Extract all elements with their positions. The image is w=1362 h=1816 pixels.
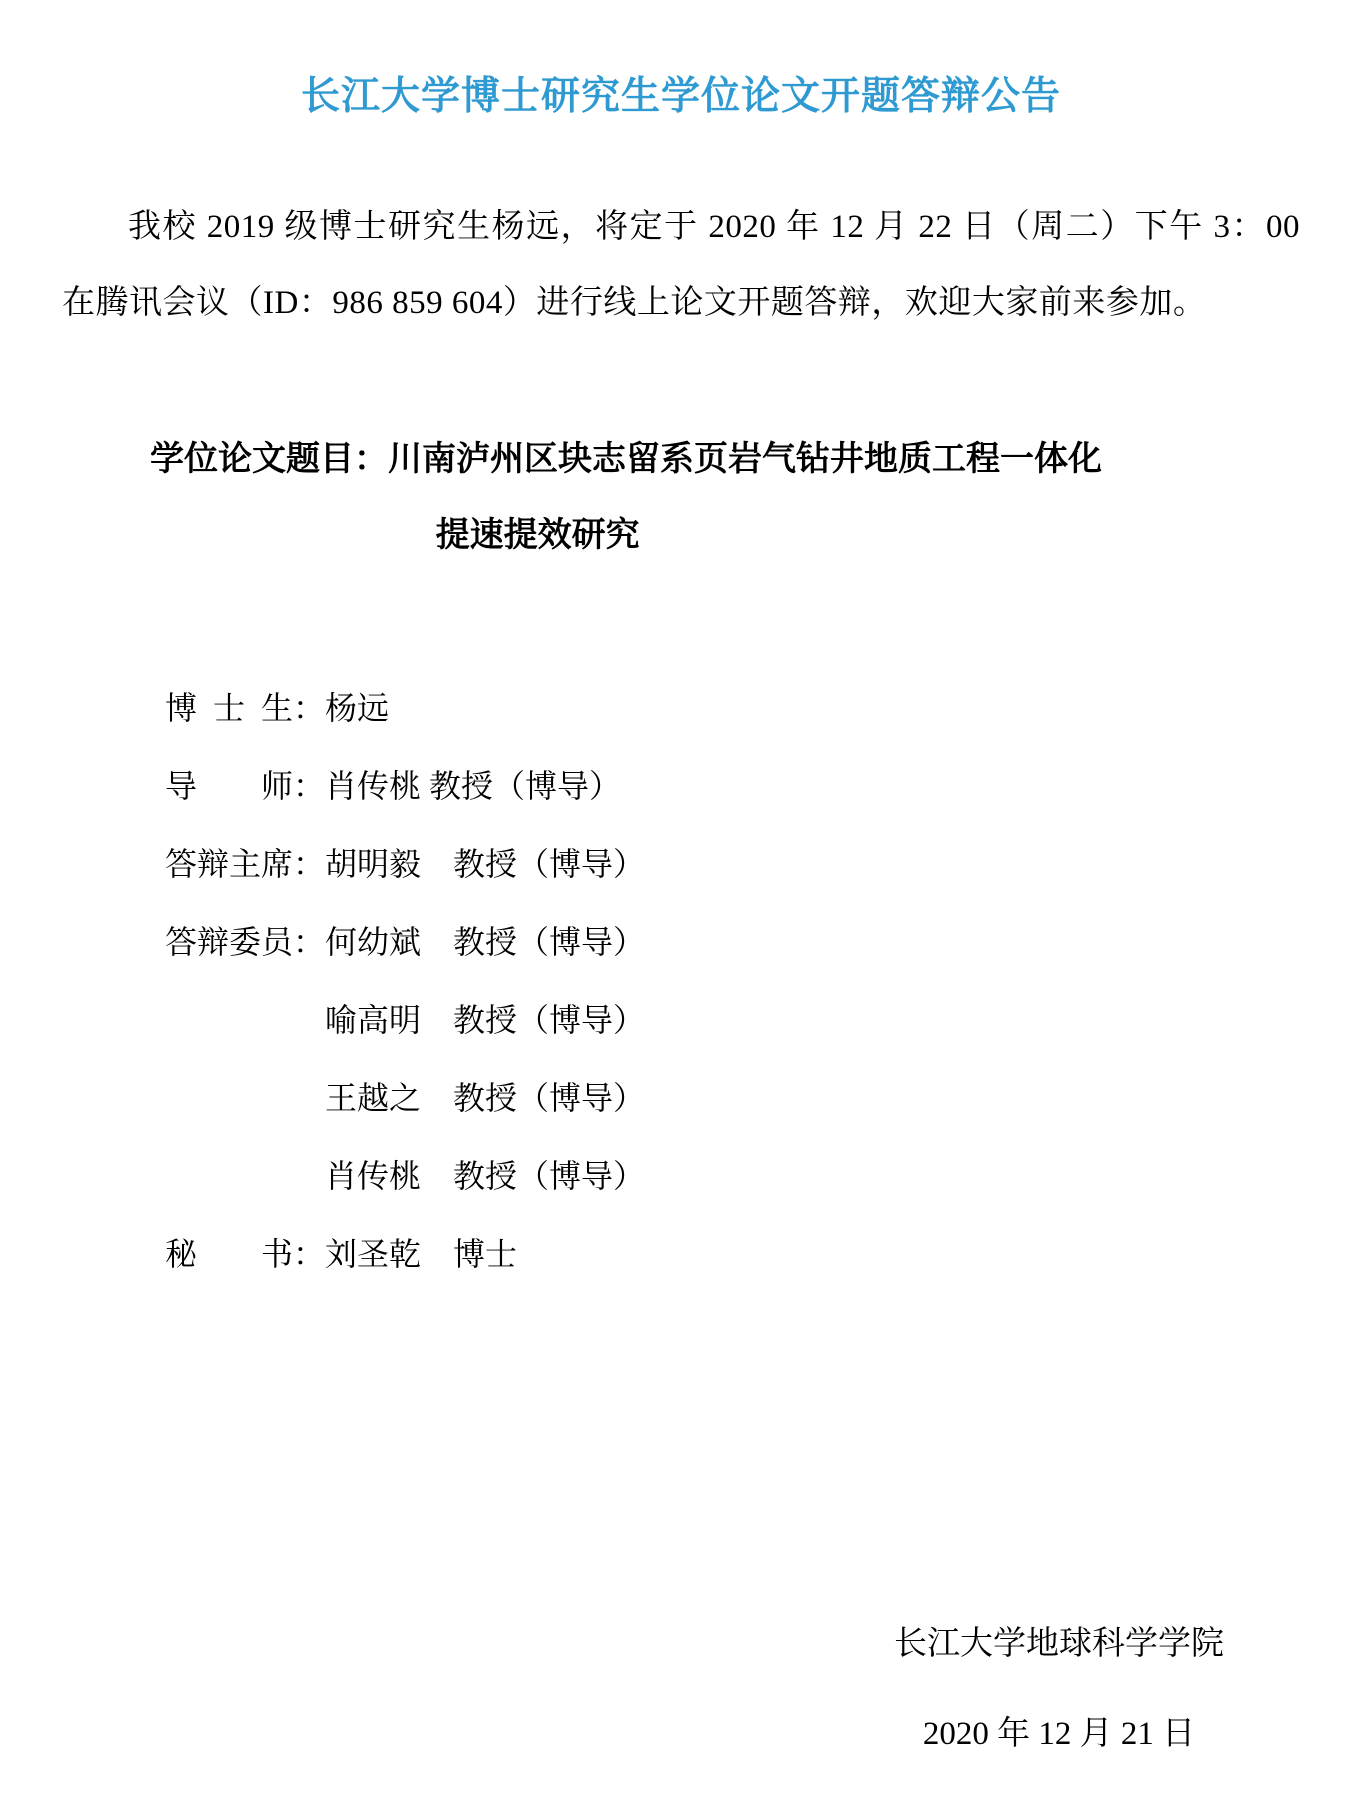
signature-date: 2020 年 12 月 21 日 bbox=[922, 1716, 1196, 1752]
thesis-title-line2: 提速提效研究 bbox=[435, 515, 640, 554]
roster-colon: ： bbox=[293, 845, 326, 882]
thesis-title-label: 学位论文题目： bbox=[150, 439, 388, 478]
roster-label: 导师 bbox=[165, 767, 293, 804]
signature-block bbox=[894, 1614, 1224, 1764]
roster-value: 刘圣乾 博士 bbox=[325, 1235, 518, 1272]
roster-value: 喻高明 教授（博导） bbox=[325, 1001, 646, 1038]
roster-colon: ： bbox=[293, 923, 326, 960]
committee-roster bbox=[165, 669, 1300, 1293]
roster-value: 何幼斌 教授（博导） bbox=[325, 923, 646, 960]
roster-label: 答辩委员 bbox=[165, 923, 294, 960]
roster-row-defense-chair bbox=[165, 825, 1300, 903]
roster-row-committee-member bbox=[165, 1137, 1300, 1215]
roster-label: 博士生 bbox=[165, 689, 293, 726]
thesis-title-block bbox=[150, 421, 1300, 573]
signature-organization: 长江大学地球科学学院 bbox=[894, 1626, 1224, 1662]
roster-row-committee-member bbox=[165, 981, 1300, 1059]
page-title: 长江大学博士研究生学位论文开题答辩公告 bbox=[300, 75, 1061, 118]
roster-colon: ： bbox=[293, 689, 326, 726]
roster-row-secretary bbox=[165, 1215, 1300, 1293]
roster-row-supervisor bbox=[165, 747, 1300, 825]
roster-value: 胡明毅 教授（博导） bbox=[325, 845, 646, 882]
roster-row-doctoral-student bbox=[165, 669, 1300, 747]
roster-value: 王越之 教授（博导） bbox=[325, 1079, 646, 1116]
roster-row-committee-member bbox=[165, 903, 1300, 981]
roster-row-committee-member bbox=[165, 1059, 1300, 1137]
roster-value: 杨远 bbox=[325, 689, 390, 726]
thesis-title-line1 bbox=[150, 421, 1300, 497]
roster-colon: ： bbox=[293, 767, 326, 804]
roster-value: 肖传桃 教授（博导） bbox=[325, 1157, 646, 1194]
roster-label: 答辩主席 bbox=[165, 845, 294, 882]
announcement-paragraph: 我校 2019 级博士研究生杨远，将定于 2020 年 12 月 22 日（周二）下午 3：00 在腾讯会议（ID：986 859 604）进行线上论文开题答辩，欢迎大家前来参加。 bbox=[62, 208, 1300, 321]
roster-value: 肖传桃 教授（博导） bbox=[325, 767, 622, 804]
roster-label: 秘书 bbox=[165, 1235, 293, 1272]
roster-colon: ： bbox=[293, 1235, 326, 1272]
thesis-title-text: 川南泸州区块志留系页岩气钻井地质工程一体化 bbox=[388, 439, 1102, 478]
